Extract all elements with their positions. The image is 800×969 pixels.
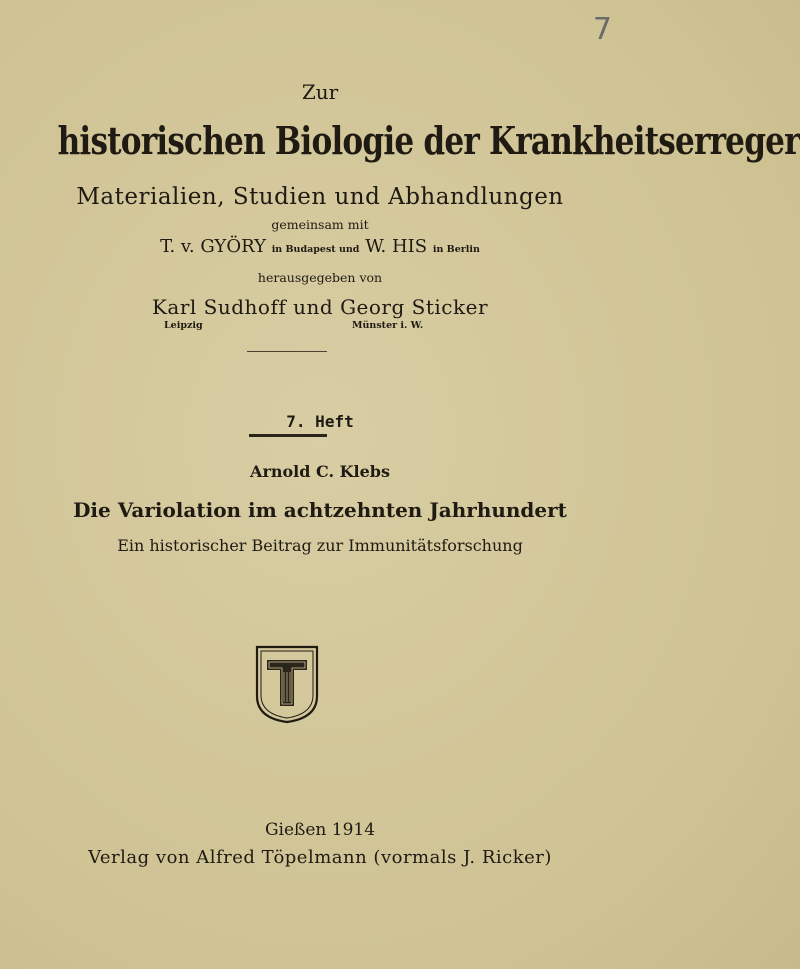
page-number: 7 [592,12,612,47]
editor-his-place: in Berlin [432,244,480,255]
series-title: historischen Biologie der Krankheitserreger [57,118,800,163]
editor-gyory: T. v. GYÖRY [160,236,266,257]
editor-sticker-place: Münster i. W. [352,320,424,331]
heft-underline [249,434,327,437]
editor-sudhoff: Karl Sudhoff [151,295,287,319]
work-author: Arnold C. Klebs [250,462,390,481]
editors-line [0,295,640,319]
editors-und: und [293,295,334,319]
herausgegeben-label: herausgegeben von [257,270,383,285]
imprint-city-year: Gießen 1914 [264,820,376,840]
co-editors-line [0,236,640,257]
work-title: Die Variolation im achtzehnten Jahrhundert [73,498,567,522]
divider-rule [247,351,327,352]
imprint-publisher: Verlag von Alfred Töpelmann (vormals J. Ricker) [88,847,552,868]
t-shield-emblem-icon [254,644,320,724]
series-prefix: Zur [301,80,339,104]
series-subtitle: Materialien, Studien und Abhandlungen [76,184,564,210]
editor-his: W. HIS [365,236,428,257]
editor-gyory-place: in Budapest und [271,244,360,255]
editor-sudhoff-place: Leipzig [164,320,203,331]
gemeinsam-label: gemeinsam mit [271,217,369,232]
editor-sticker: Georg Sticker [340,295,489,319]
heft-number: 7. Heft [286,412,354,431]
work-subtitle: Ein historischer Beitrag zur Immunitätsforschung [117,536,523,555]
